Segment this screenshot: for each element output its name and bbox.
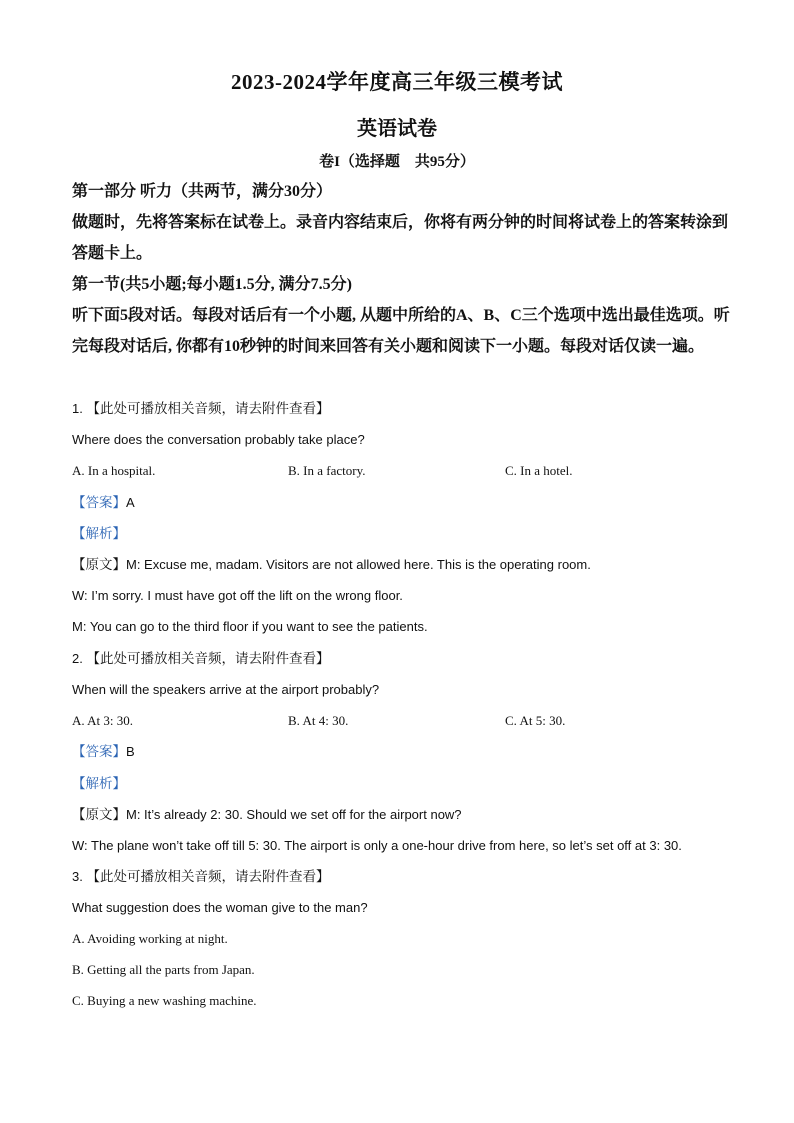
question-1-transcript-line (72, 556, 591, 574)
transcript-label: 【原文】 (72, 807, 126, 822)
transcript-text: M: Excuse me, madam. Visitors are not allowed here. This is the operating room. (126, 557, 591, 572)
question-2-option-a: A. At 3: 30. (72, 713, 134, 728)
question-number: 1. (72, 401, 83, 416)
question-2-option-c: C. At 5: 30. (505, 713, 566, 728)
question-number: 2. (72, 651, 83, 666)
exam-title: 2023-2024学年度高三年级三模考试 (231, 70, 563, 94)
question-1-transcript-line: W: I’m sorry. I must have got off the lift on the wrong floor. (72, 588, 403, 603)
question-1-transcript-line: M: You can go to the third floor if you want to see the patients. (72, 619, 428, 634)
question-2-answer (72, 743, 135, 761)
question-2-transcript-line (72, 806, 462, 824)
analysis-label: 【解析】 (72, 776, 126, 791)
question-3-option-b: B. Getting all the parts from Japan. (72, 962, 255, 977)
answer-label: 【答案】 (72, 744, 126, 759)
question-2-text: When will the speakers arrive at the airport probably? (72, 682, 380, 697)
exam-subtitle: 英语试卷 (357, 118, 437, 140)
question-2-analysis (72, 775, 126, 793)
answer-value: B (126, 744, 135, 759)
subsection-instruction: 听下面5段对话。每段对话后有一个小题, 从题中所给的A、B、C三个选项中选出最佳选项。听完每段对话后, 你都有10秒钟的时间来回答有关小题和阅读下一小题。每段对话仅读一遍。 (72, 307, 730, 355)
answer-label: 【答案】 (72, 495, 126, 510)
audio-note: 【此处可播放相关音频，请去附件查看】 (86, 651, 330, 666)
transcript-text: M: It’s already 2: 30. Should we set off for the airport now? (126, 807, 462, 822)
question-3-option-c: C. Buying a new washing machine. (72, 993, 257, 1008)
part-heading: 第一部分 听力（共两节，满分30分） (72, 183, 333, 200)
transcript-label: 【原文】 (72, 557, 126, 572)
analysis-label: 【解析】 (72, 526, 126, 541)
question-number: 3. (72, 869, 83, 884)
subsection-heading: 第一节(共5小题;每小题1.5分, 满分7.5分) (72, 276, 352, 293)
question-2-header (72, 650, 329, 668)
question-1-header (72, 400, 329, 418)
audio-note: 【此处可播放相关音频，请去附件查看】 (86, 869, 330, 884)
question-1-option-c: C. In a hotel. (505, 463, 573, 478)
question-2-option-b: B. At 4: 30. (288, 713, 349, 728)
question-1-answer (72, 494, 135, 512)
part-instruction: 做题时，先将答案标在试卷上。录音内容结束后，你将有两分钟的时间将试卷上的答案转涂到答题卡上。 (72, 214, 729, 262)
question-3-text: What suggestion does the woman give to the man? (72, 900, 368, 915)
answer-value: A (126, 495, 135, 510)
question-1-option-b: B. In a factory. (288, 463, 366, 478)
volume-heading: 卷I（选择题 共95分） (319, 154, 475, 170)
question-3-header (72, 868, 329, 886)
question-1-analysis (72, 525, 126, 543)
question-1-text: Where does the conversation probably take place? (72, 432, 365, 447)
question-3-option-a: A. Avoiding working at night. (72, 931, 228, 946)
question-2-transcript-line: W: The plane won’t take off till 5: 30. The airport is only a one-hour drive from here, so let’s set off at 3: 30. (72, 838, 682, 853)
audio-note: 【此处可播放相关音频，请去附件查看】 (86, 401, 330, 416)
question-1-option-a: A. In a hospital. (72, 463, 156, 478)
